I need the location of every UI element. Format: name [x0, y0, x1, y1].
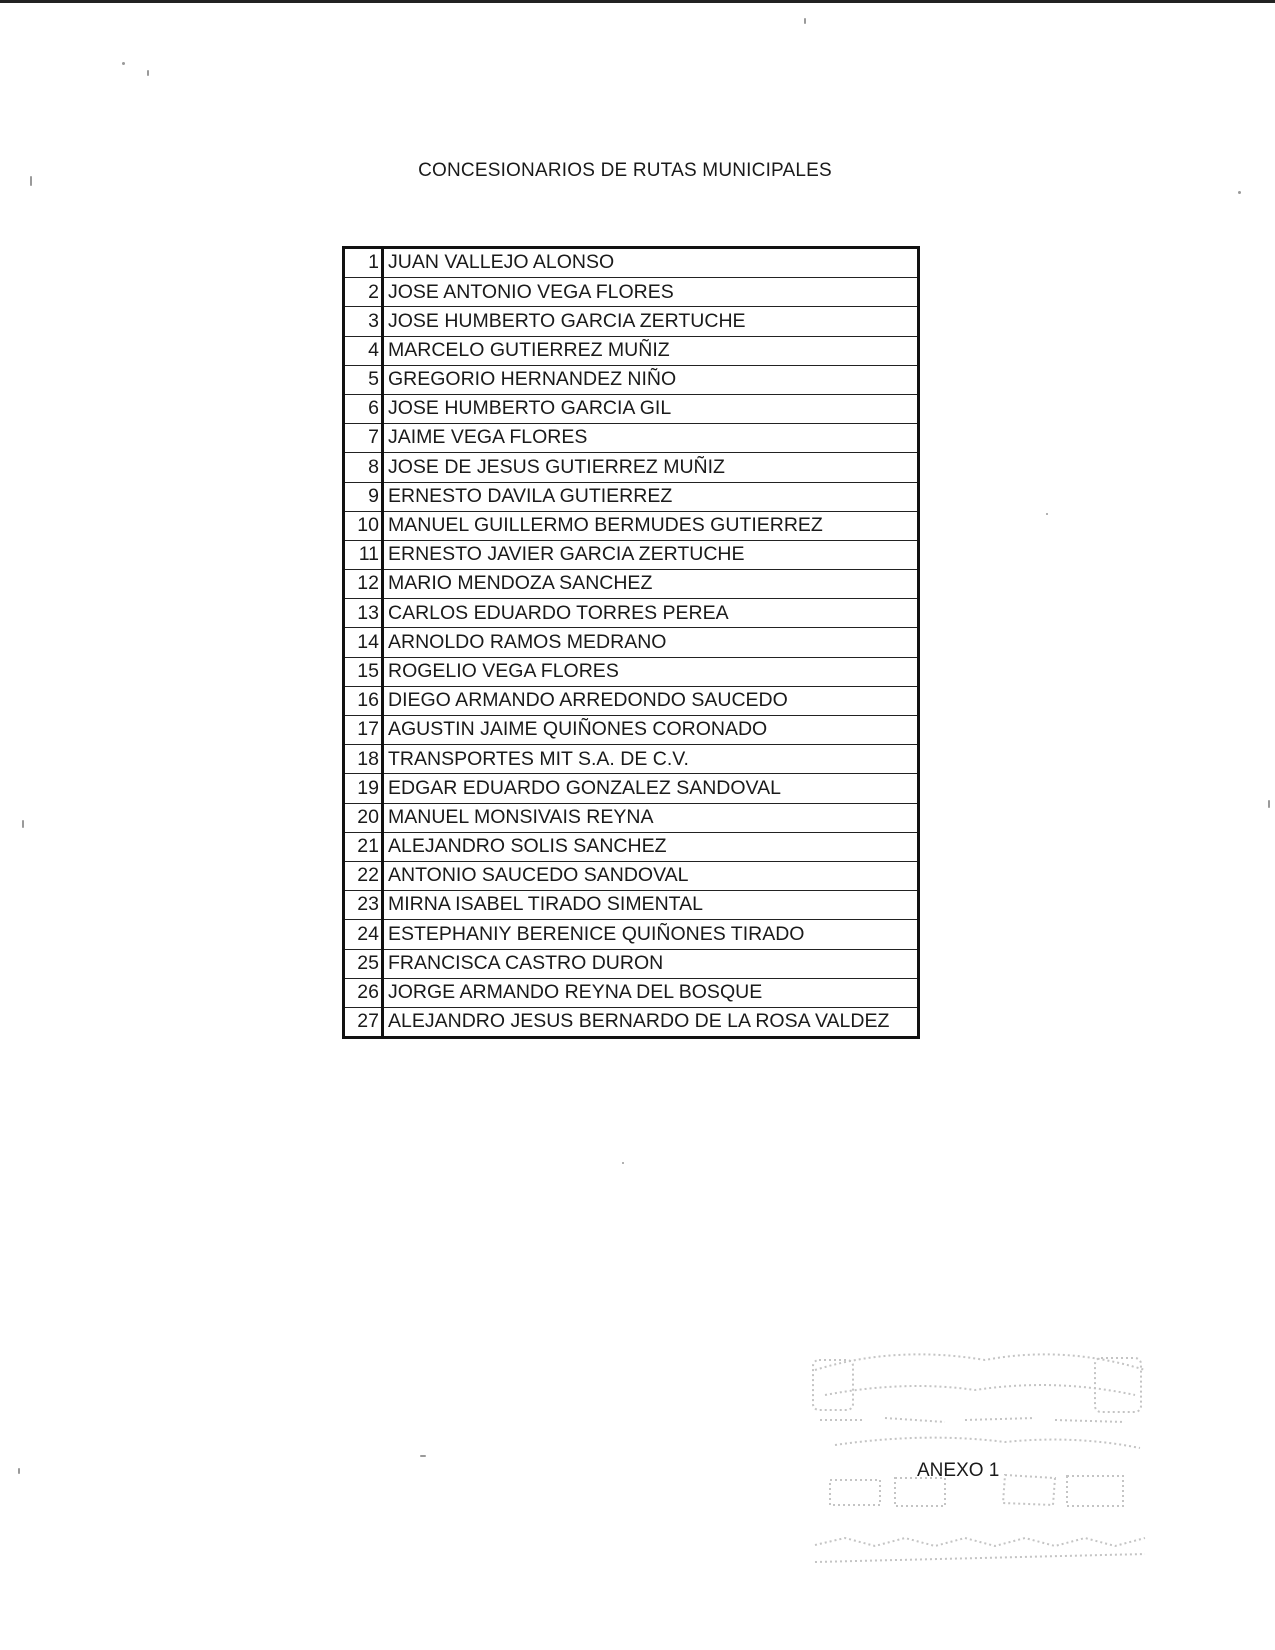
- row-number: 18: [344, 745, 383, 774]
- row-number: 4: [344, 336, 383, 365]
- table-row: [344, 336, 919, 365]
- row-number: 7: [344, 424, 383, 453]
- scan-top-edge: [0, 0, 1275, 3]
- table-row: [344, 307, 919, 336]
- row-number: 11: [344, 540, 383, 569]
- scan-speck: [22, 820, 24, 828]
- scan-speck: [30, 176, 32, 186]
- scan-speck: [122, 62, 125, 65]
- table-row: [344, 861, 919, 890]
- table-row: [344, 745, 919, 774]
- row-number: 10: [344, 511, 383, 540]
- concessionaire-name: MARIO MENDOZA SANCHEZ: [383, 570, 919, 599]
- row-number: 22: [344, 861, 383, 890]
- row-number: 25: [344, 949, 383, 978]
- table-row: [344, 832, 919, 861]
- concessionaire-name: EDGAR EDUARDO GONZALEZ SANDOVAL: [383, 774, 919, 803]
- row-number: 13: [344, 599, 383, 628]
- table-row: [344, 394, 919, 423]
- scan-speck: [1238, 191, 1241, 194]
- row-number: 23: [344, 891, 383, 920]
- table-row: [344, 891, 919, 920]
- concessionaire-name: JOSE HUMBERTO GARCIA GIL: [383, 394, 919, 423]
- row-number: 3: [344, 307, 383, 336]
- row-number: 17: [344, 716, 383, 745]
- table-row: [344, 920, 919, 949]
- concessionaires-table: [342, 246, 920, 1039]
- table-row: [344, 628, 919, 657]
- table-row: [344, 949, 919, 978]
- scan-speck: [804, 18, 806, 24]
- table-row: [344, 978, 919, 1007]
- table-row: [344, 657, 919, 686]
- table-row: [344, 803, 919, 832]
- table-row: [344, 540, 919, 569]
- table-row: [344, 248, 919, 278]
- concessionaire-name: ERNESTO DAVILA GUTIERREZ: [383, 482, 919, 511]
- concessionaire-name: CARLOS EDUARDO TORRES PEREA: [383, 599, 919, 628]
- faded-official-stamp: [805, 1340, 1155, 1570]
- row-number: 19: [344, 774, 383, 803]
- annex-label: ANEXO 1: [917, 1460, 1000, 1481]
- concessionaire-name: MARCELO GUTIERREZ MUÑIZ: [383, 336, 919, 365]
- table-row: [344, 511, 919, 540]
- concessionaire-name: FRANCISCA CASTRO DURON: [383, 949, 919, 978]
- concessionaires-table-body: [344, 248, 919, 1038]
- scan-speck: [1046, 513, 1048, 515]
- concessionaire-name: JAIME VEGA FLORES: [383, 424, 919, 453]
- concessionaire-name: ESTEPHANIY BERENICE QUIÑONES TIRADO: [383, 920, 919, 949]
- concessionaire-name: JOSE ANTONIO VEGA FLORES: [383, 278, 919, 307]
- row-number: 21: [344, 832, 383, 861]
- scan-speck: [18, 1468, 20, 1474]
- concessionaire-name: MANUEL GUILLERMO BERMUDES GUTIERREZ: [383, 511, 919, 540]
- concessionaire-name: ROGELIO VEGA FLORES: [383, 657, 919, 686]
- scan-speck: [147, 70, 149, 76]
- table-row: [344, 716, 919, 745]
- row-number: 1: [344, 248, 383, 278]
- scan-speck: [622, 1162, 624, 1164]
- table-row: [344, 482, 919, 511]
- concessionaire-name: JORGE ARMANDO REYNA DEL BOSQUE: [383, 978, 919, 1007]
- concessionaire-name: TRANSPORTES MIT S.A. DE C.V.: [383, 745, 919, 774]
- concessionaire-name: DIEGO ARMANDO ARREDONDO SAUCEDO: [383, 686, 919, 715]
- concessionaire-name: ARNOLDO RAMOS MEDRANO: [383, 628, 919, 657]
- concessionaire-name: JOSE HUMBERTO GARCIA ZERTUCHE: [383, 307, 919, 336]
- scan-speck: [1268, 800, 1270, 808]
- scan-speck: [420, 1455, 426, 1457]
- row-number: 20: [344, 803, 383, 832]
- concessionaire-name: JUAN VALLEJO ALONSO: [383, 248, 919, 278]
- row-number: 12: [344, 570, 383, 599]
- table-row: [344, 1007, 919, 1037]
- row-number: 2: [344, 278, 383, 307]
- row-number: 24: [344, 920, 383, 949]
- concessionaire-name: ERNESTO JAVIER GARCIA ZERTUCHE: [383, 540, 919, 569]
- row-number: 14: [344, 628, 383, 657]
- table-row: [344, 424, 919, 453]
- row-number: 16: [344, 686, 383, 715]
- table-row: [344, 453, 919, 482]
- table-row: [344, 599, 919, 628]
- table-row: [344, 365, 919, 394]
- row-number: 27: [344, 1007, 383, 1037]
- concessionaire-name: MANUEL MONSIVAIS REYNA: [383, 803, 919, 832]
- concessionaire-name: ALEJANDRO JESUS BERNARDO DE LA ROSA VALDEZ: [383, 1007, 919, 1037]
- table-row: [344, 278, 919, 307]
- row-number: 6: [344, 394, 383, 423]
- concessionaire-name: ALEJANDRO SOLIS SANCHEZ: [383, 832, 919, 861]
- concessionaire-name: AGUSTIN JAIME QUIÑONES CORONADO: [383, 716, 919, 745]
- row-number: 9: [344, 482, 383, 511]
- row-number: 8: [344, 453, 383, 482]
- row-number: 26: [344, 978, 383, 1007]
- concessionaire-name: GREGORIO HERNANDEZ NIÑO: [383, 365, 919, 394]
- row-number: 15: [344, 657, 383, 686]
- concessionaire-name: MIRNA ISABEL TIRADO SIMENTAL: [383, 891, 919, 920]
- table-row: [344, 686, 919, 715]
- row-number: 5: [344, 365, 383, 394]
- concessionaire-name: ANTONIO SAUCEDO SANDOVAL: [383, 861, 919, 890]
- concessionaire-name: JOSE DE JESUS GUTIERREZ MUÑIZ: [383, 453, 919, 482]
- document-title: CONCESIONARIOS DE RUTAS MUNICIPALES: [418, 160, 832, 181]
- table-row: [344, 570, 919, 599]
- table-row: [344, 774, 919, 803]
